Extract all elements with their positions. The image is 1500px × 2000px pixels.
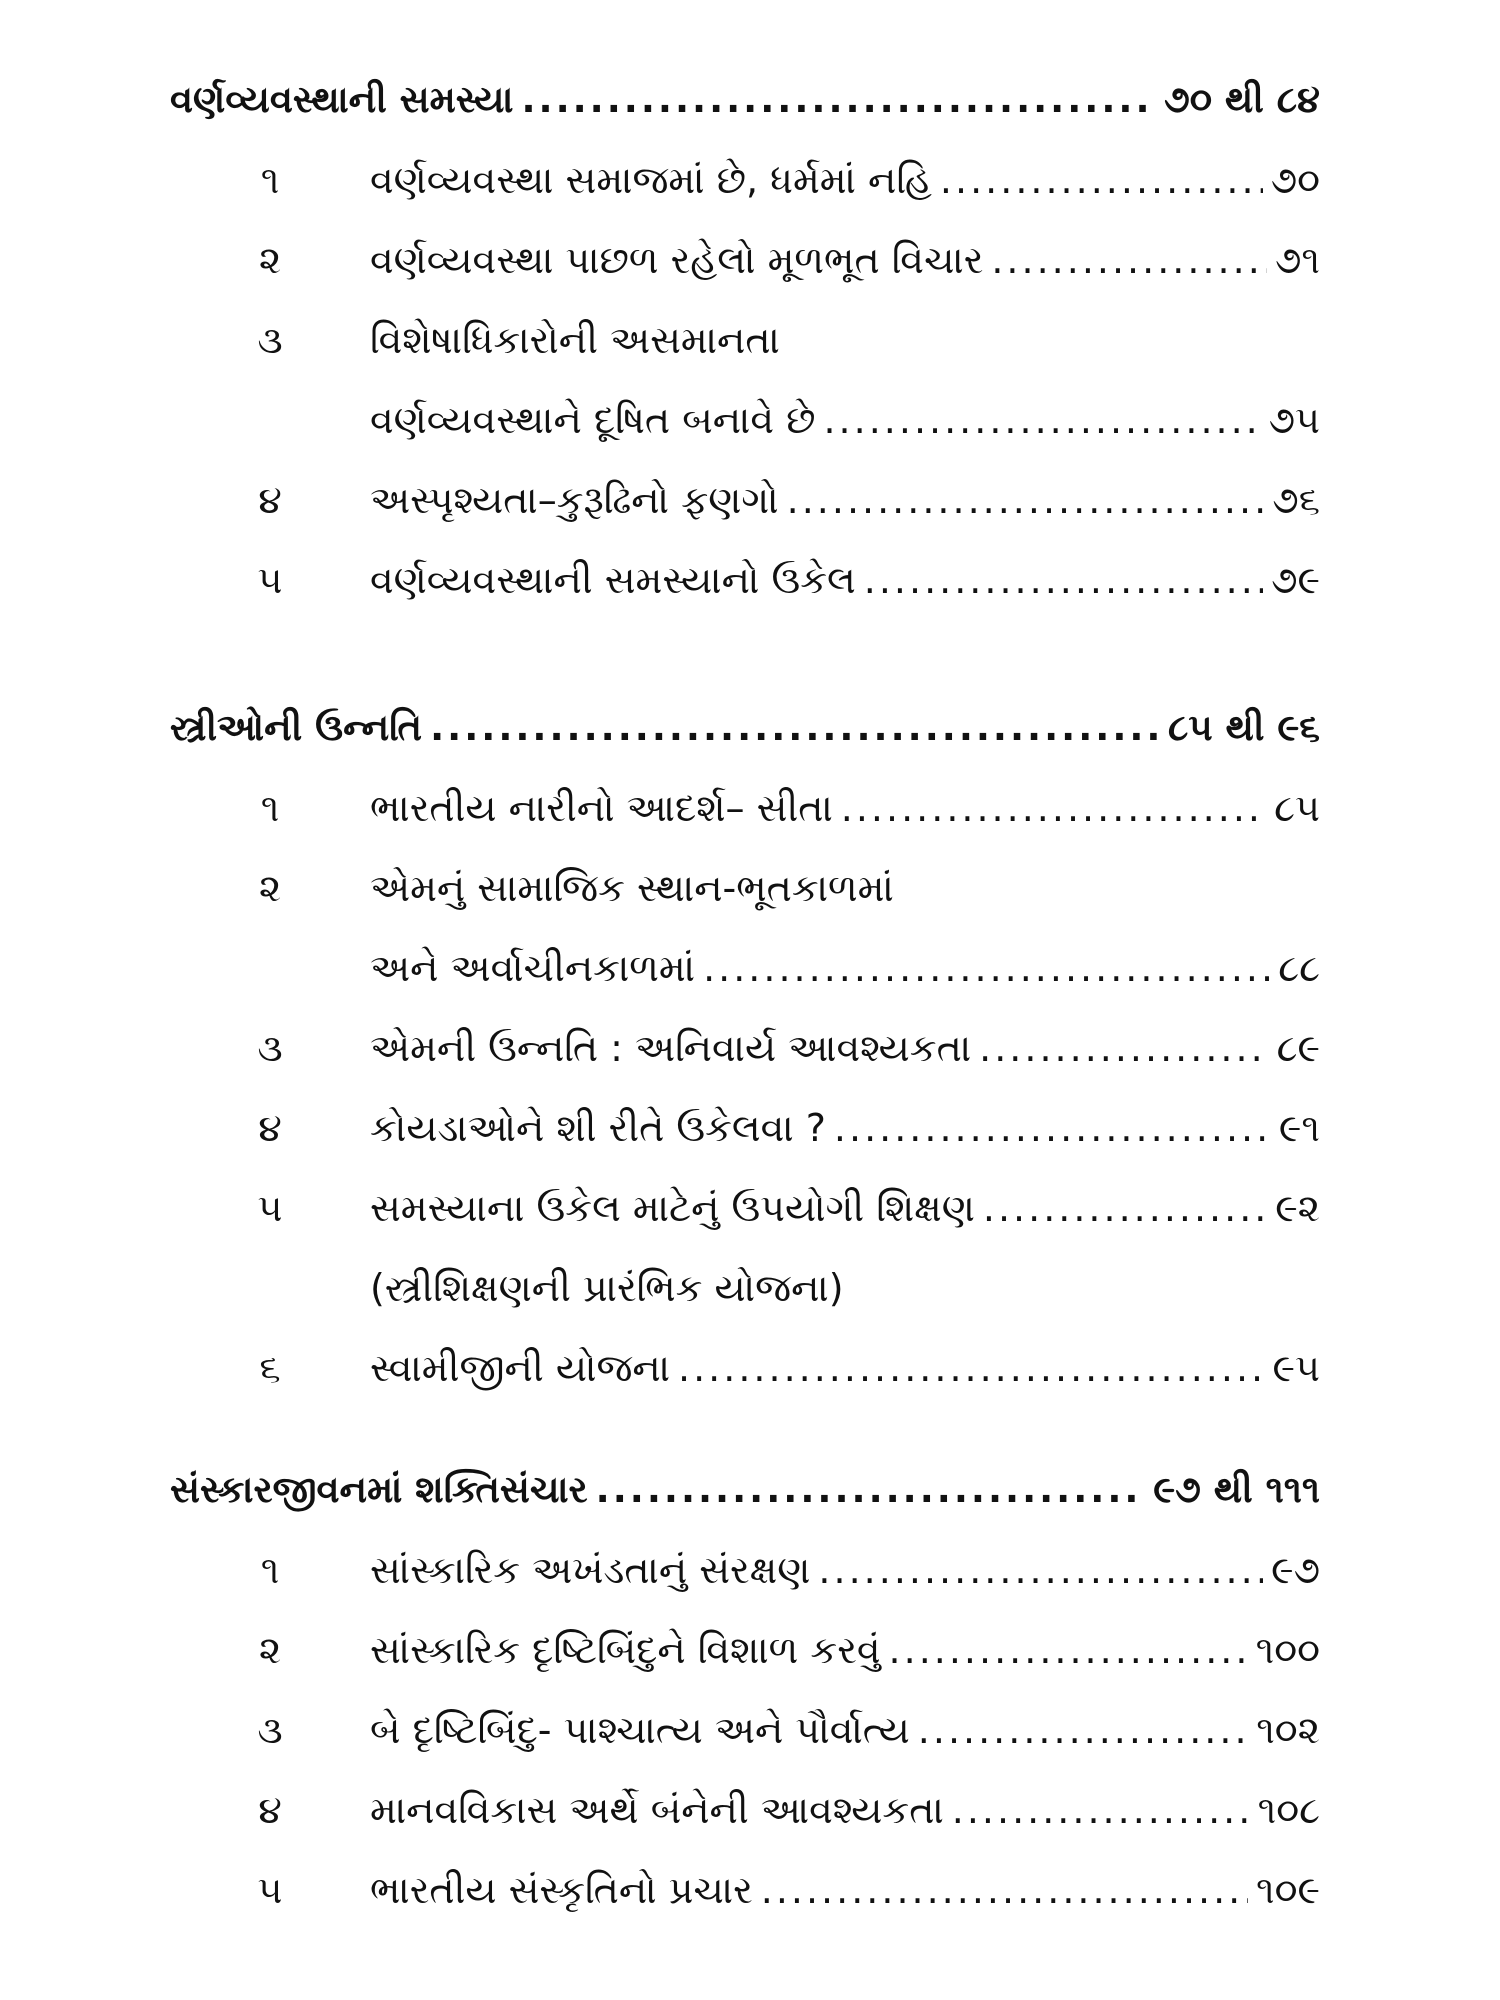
toc-entry-note — [170, 1248, 1320, 1328]
entry-number: ૫ — [257, 1186, 283, 1230]
entry-title: વર્ણવ્યવસ્થા સમાજમાં છે, ધર્મમાં નહિ — [370, 158, 932, 202]
dot-leader — [991, 220, 1267, 300]
entry-title: અને અર્વાચીનકાળમાં — [370, 946, 696, 990]
entry-title: અસ્પૃશ્યતા–કુરૂઢિનો ફણગો — [370, 478, 779, 522]
entry-number: ૩ — [257, 1026, 283, 1070]
dot-leader — [521, 60, 1156, 140]
entry-page: ૭૬ — [1272, 478, 1320, 522]
toc-entry — [170, 848, 1320, 928]
dot-leader — [952, 1770, 1250, 1850]
entry-number: ૪ — [258, 1106, 282, 1150]
toc-entry — [170, 1168, 1320, 1248]
dot-leader — [823, 380, 1260, 460]
entry-page: ૭૦ — [1270, 158, 1320, 202]
entry-page: ૮૫ — [1274, 786, 1320, 830]
dot-leader — [678, 1328, 1265, 1408]
entry-page: ૯૫ — [1272, 1346, 1320, 1390]
toc-entry — [170, 1328, 1320, 1408]
entry-page: ૭૯ — [1271, 558, 1320, 602]
toc-entry — [170, 140, 1320, 220]
entry-number: ૩ — [257, 318, 283, 362]
entry-page: ૯૨ — [1275, 1186, 1320, 1230]
dot-leader — [918, 1690, 1248, 1770]
entry-page: ૭૫ — [1268, 398, 1320, 442]
toc-entry-continuation — [170, 928, 1320, 1008]
toc-entry — [170, 220, 1320, 300]
section-title: વર્ણવ્યવસ્થાની સમસ્યા — [170, 78, 514, 121]
toc-entry — [170, 1850, 1320, 1930]
entry-title: એમની ઉન્નતિ : અનિવાર્ય આવશ્યકતા — [370, 1026, 972, 1070]
section-title: સ્ત્રીઓની ઉન્નતિ — [170, 706, 423, 749]
entry-title: બે દૃષ્ટિબિંદુ- પાશ્ચાત્ય અને પૌર્વાત્ય — [370, 1708, 910, 1752]
entry-number: ૧ — [260, 158, 280, 202]
entry-title: એમનું સામાજિક સ્થાન-ભૂતકાળમાં — [370, 866, 894, 910]
entry-title: ભારતીય સંસ્કૃતિનો પ્રચાર — [370, 1868, 753, 1912]
entry-page: ૯૧ — [1278, 1106, 1320, 1150]
toc-entry-continuation — [170, 380, 1320, 460]
toc-entry — [170, 1008, 1320, 1088]
entry-title: સાંસ્કારિક દૃષ્ટિબિંદુને વિશાળ કરવું — [370, 1628, 881, 1672]
entry-number: ૨ — [258, 866, 282, 910]
entry-number: ૩ — [257, 1708, 283, 1752]
entry-number: ૪ — [258, 478, 282, 522]
section-page-range: ૭૦ થી ૮૪ — [1163, 78, 1320, 121]
dot-leader — [834, 1088, 1271, 1168]
section-heading — [170, 1450, 1320, 1530]
entry-note: (સ્ત્રીશિક્ષણની પ્રારંભિક યોજના) — [370, 1266, 844, 1310]
entry-page: ૧૦૮ — [1257, 1788, 1320, 1832]
toc-entry — [170, 300, 1320, 380]
entry-page: ૮૯ — [1276, 1026, 1320, 1070]
entry-page: ૮૮ — [1278, 946, 1320, 990]
entry-number: ૧ — [260, 1548, 280, 1592]
entry-page: ૧૦૦ — [1255, 1628, 1320, 1672]
entry-title: સાંસ્કારિક અખંડતાનું સંરક્ષણ — [370, 1548, 811, 1592]
section-page-range: ૮૫ થી ૯૬ — [1167, 706, 1320, 749]
entry-title: માનવવિકાસ અર્થે બંનેની આવશ્યકતા — [370, 1788, 944, 1832]
dot-leader — [940, 140, 1263, 220]
toc-entry — [170, 1530, 1320, 1610]
toc-entry — [170, 1610, 1320, 1690]
entry-page: ૭૧ — [1274, 238, 1320, 282]
section-heading — [170, 60, 1320, 140]
toc-entry — [170, 540, 1320, 620]
entry-title: સ્વામીજીની યોજના — [370, 1346, 671, 1390]
toc-section — [170, 688, 1320, 1408]
toc-section — [170, 60, 1320, 620]
dot-leader — [761, 1850, 1248, 1930]
dot-leader — [703, 928, 1270, 1008]
dot-leader — [979, 1008, 1268, 1088]
dot-leader — [596, 1450, 1146, 1530]
toc-entry — [170, 1770, 1320, 1850]
entry-title: વર્ણવ્યવસ્થાને દૂષિત બનાવે છે — [370, 398, 816, 442]
section-title: સંસ્કારજીવનમાં શક્તિસંચાર — [170, 1468, 588, 1511]
dot-leader — [841, 768, 1266, 848]
entry-page: ૯૭ — [1271, 1548, 1320, 1592]
dot-leader — [889, 1610, 1248, 1690]
section-heading — [170, 688, 1320, 768]
entry-title: કોયડાઓને શી રીતે ઉકેલવા ? — [370, 1106, 826, 1150]
entry-number: ૪ — [258, 1788, 282, 1832]
entry-number: ૫ — [257, 558, 283, 602]
entry-title: વર્ણવ્યવસ્થાની સમસ્યાનો ઉકેલ — [370, 558, 856, 602]
entry-title: સમસ્યાના ઉકેલ માટેનું ઉપયોગી શિક્ષણ — [370, 1186, 975, 1230]
entry-title: વર્ણવ્યવસ્થા પાછળ રહેલો મૂળભૂત વિચાર — [370, 238, 984, 282]
toc-entry — [170, 1690, 1320, 1770]
dot-leader — [787, 460, 1265, 540]
entry-title: ભારતીય નારીનો આદર્શ– સીતા — [370, 786, 833, 830]
entry-number: ૨ — [258, 238, 282, 282]
entry-number: ૫ — [257, 1868, 283, 1912]
entry-number: ૬ — [259, 1346, 281, 1390]
entry-title: વિશેષાધિકારોની અસમાનતા — [370, 318, 780, 362]
dot-leader — [864, 540, 1263, 620]
dot-leader — [818, 1530, 1263, 1610]
toc-entry — [170, 768, 1320, 848]
section-page-range: ૯૭ થી ૧૧૧ — [1153, 1468, 1320, 1511]
toc-section — [170, 1450, 1320, 1930]
entry-page: ૧૦૯ — [1256, 1868, 1320, 1912]
dot-leader — [983, 1168, 1267, 1248]
toc-entry — [170, 1088, 1320, 1168]
entry-page: ૧૦૨ — [1256, 1708, 1320, 1752]
toc-entry — [170, 460, 1320, 540]
entry-number: ૧ — [260, 786, 280, 830]
dot-leader — [430, 688, 1160, 768]
entry-number: ૨ — [258, 1628, 282, 1672]
